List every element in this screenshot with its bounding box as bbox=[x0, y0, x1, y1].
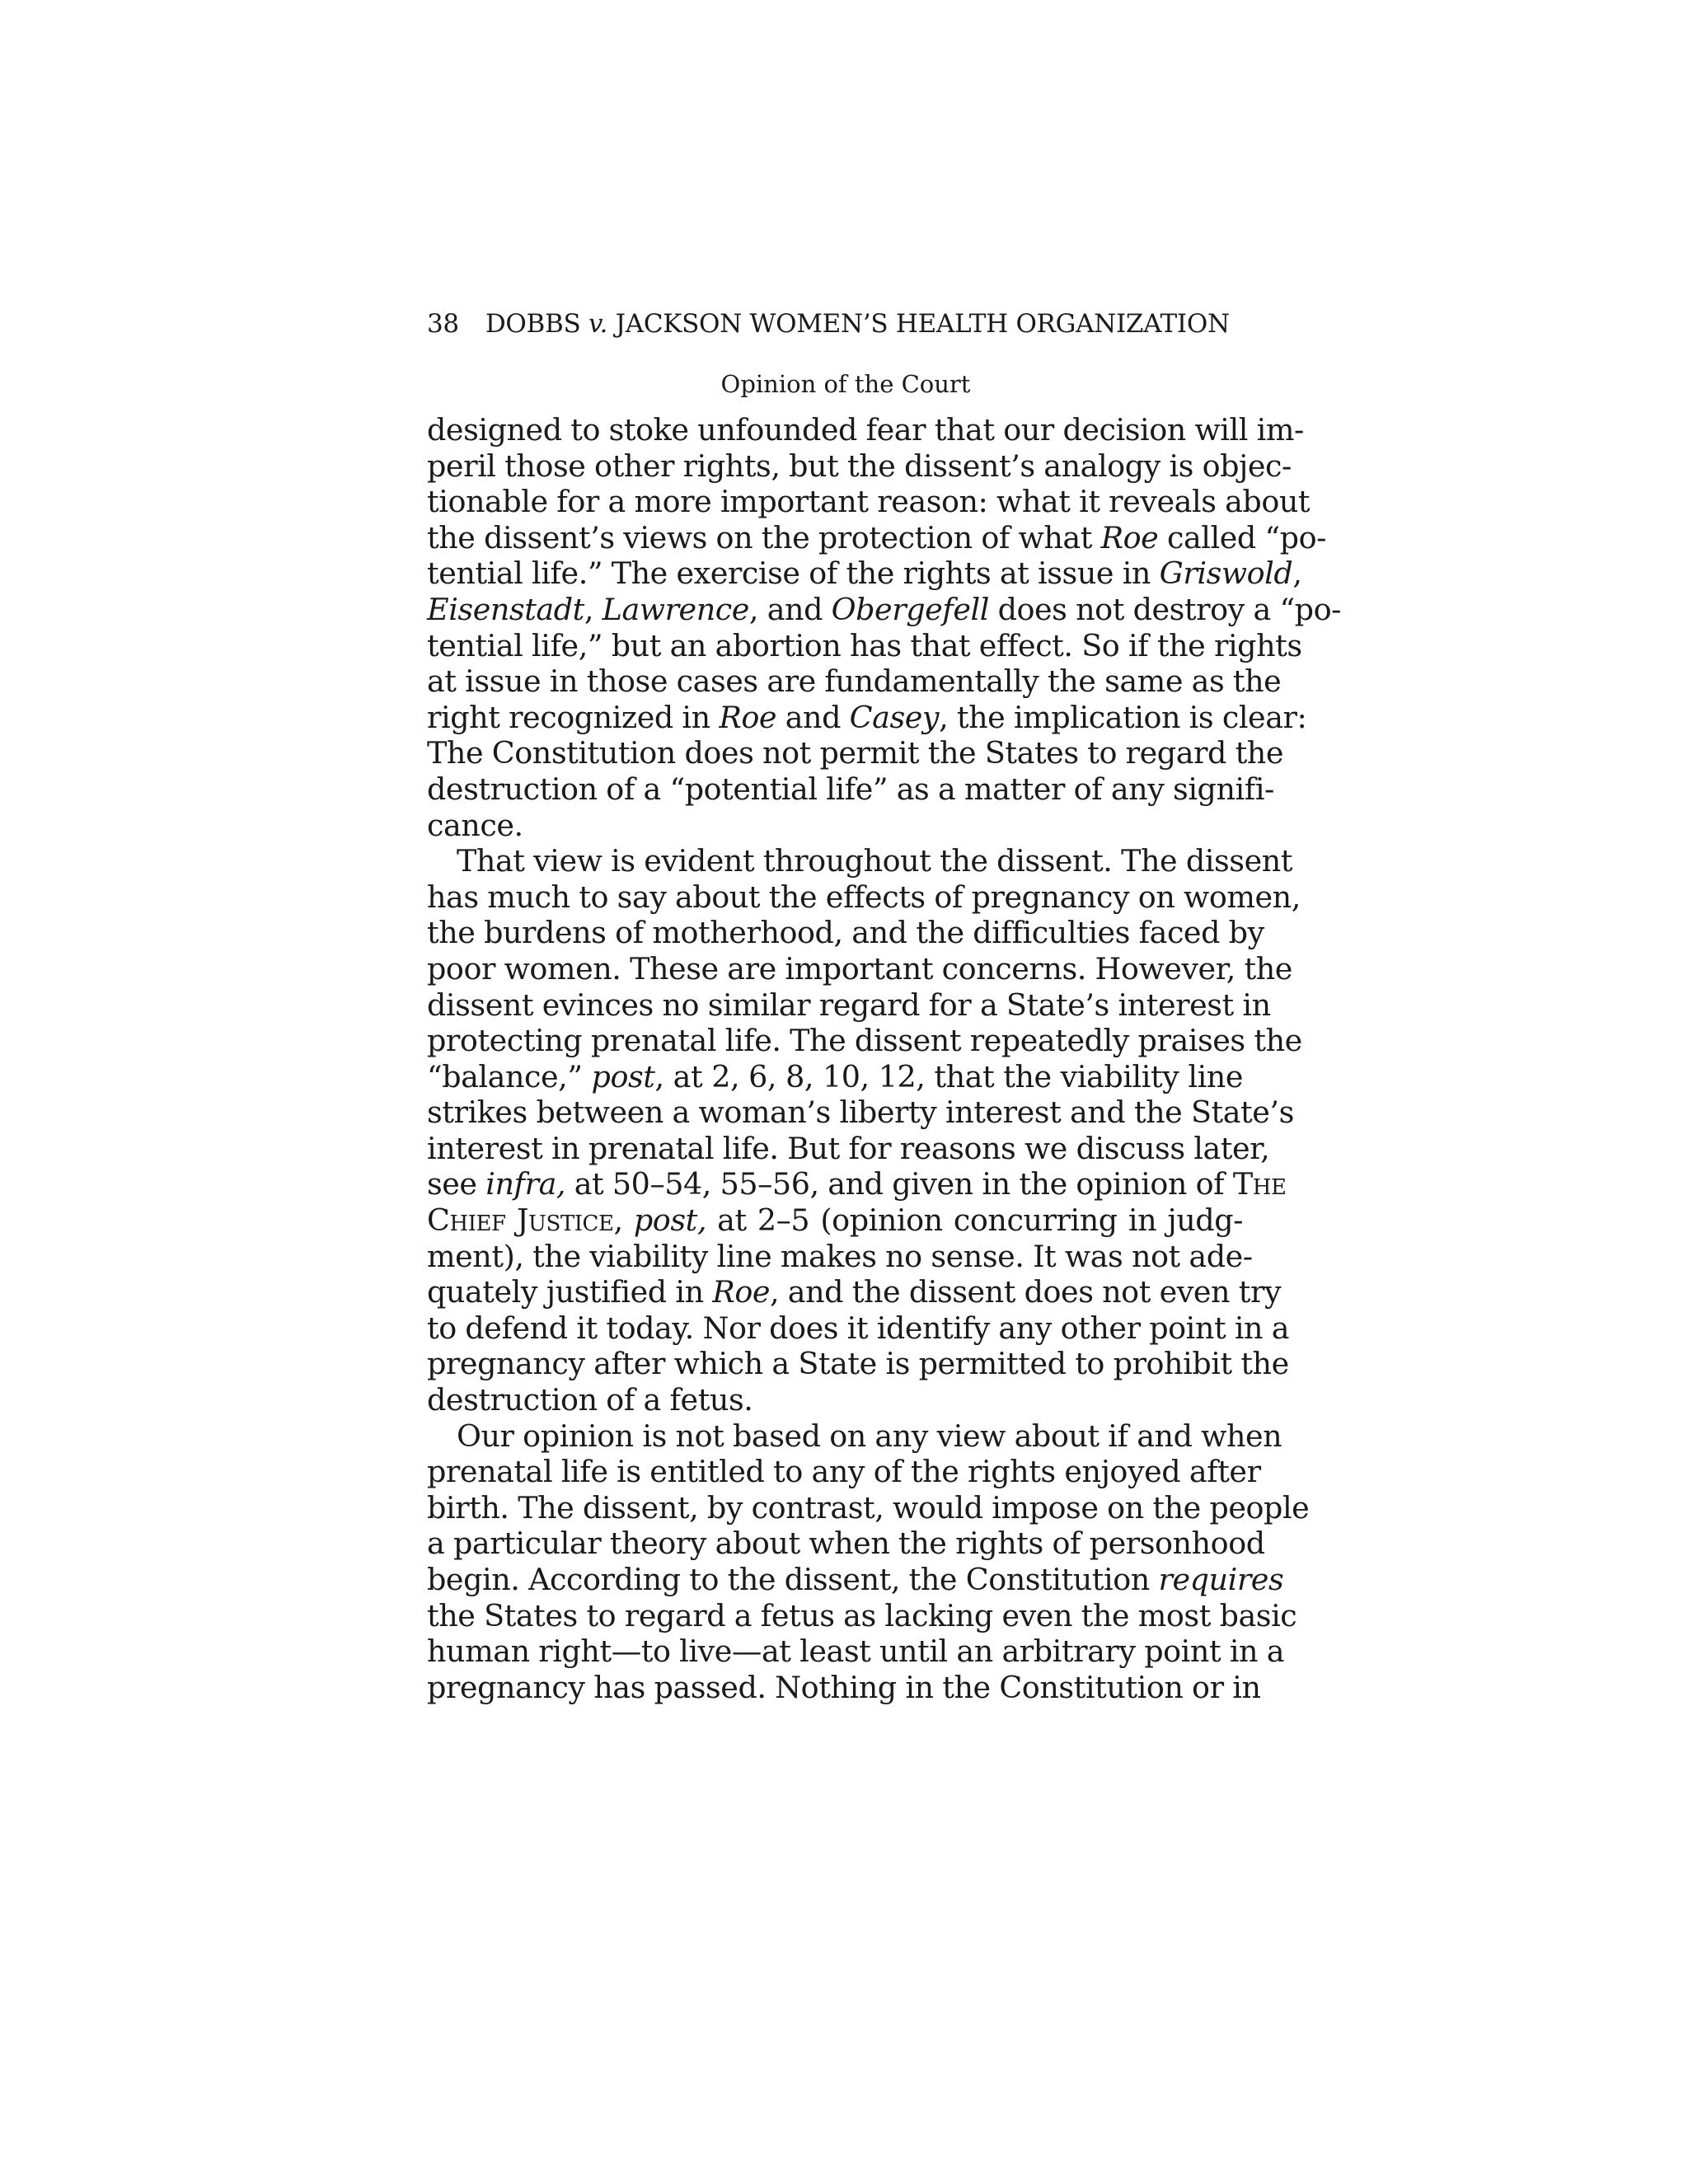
text-line: interest in prenatal life. But for reasons we discuss later, bbox=[427, 1130, 1270, 1166]
text-line: to defend it today. Nor does it identify any other point in a bbox=[427, 1310, 1290, 1346]
case-name-italic: requires bbox=[1158, 1562, 1284, 1597]
text-line: designed to stoke unfounded fear that our decision will im- bbox=[427, 412, 1304, 448]
case-name-italic: Lawrence bbox=[602, 591, 749, 627]
text-line: “balance,” post, at 2, 6, 8, 10, 12, that the viability line bbox=[427, 1058, 1244, 1094]
paragraph bbox=[427, 412, 1341, 843]
text-line: at issue in those cases are fundamentally the same as the bbox=[427, 663, 1282, 700]
page-number: 38 bbox=[427, 309, 459, 339]
text-line: pregnancy after which a State is permitted to prohibit the bbox=[427, 1346, 1289, 1382]
text-line: human right—to live—at least until an arbitrary point in a bbox=[427, 1633, 1285, 1670]
text-line: tionable for a more important reason: what it reveals about bbox=[427, 484, 1311, 520]
text-line: the States to regard a fetus as lacking even the most basic bbox=[427, 1597, 1297, 1633]
case-name-italic: Roe bbox=[719, 699, 777, 735]
opinion-subheading: Opinion of the Court bbox=[720, 370, 971, 398]
text-line: begin. According to the dissent, the Constitution requires bbox=[427, 1562, 1284, 1597]
text-line: protecting prenatal life. The dissent repeatedly praises the bbox=[427, 1023, 1302, 1059]
case-name-italic: Casey bbox=[849, 699, 940, 735]
text-line: ment), the viability line makes no sense. It was not ade- bbox=[427, 1238, 1253, 1274]
case-name-italic: infra, bbox=[485, 1166, 566, 1202]
text-line: tential life.” The exercise of the rights at issue in Griswold, bbox=[427, 555, 1302, 592]
case-name-italic: post, bbox=[633, 1202, 706, 1239]
small-caps-text: The bbox=[1232, 1166, 1287, 1202]
text-line: Eisenstadt, Lawrence, and Obergefell does not destroy a “po- bbox=[427, 591, 1341, 627]
case-name-italic: Roe bbox=[1100, 519, 1159, 555]
small-caps-text: Chief Justice bbox=[427, 1202, 614, 1239]
text-line: tential life,” but an abortion has that effect. So if the rights bbox=[427, 627, 1302, 663]
case-name-italic: Obergefell bbox=[831, 591, 989, 627]
case-name-italic: Roe bbox=[712, 1274, 770, 1310]
text-line: destruction of a fetus. bbox=[427, 1382, 753, 1418]
text-line: a particular theory about when the rights of personhood bbox=[427, 1526, 1265, 1562]
text-line: quately justified in Roe, and the dissent does not even try bbox=[427, 1274, 1282, 1310]
text-line: right recognized in Roe and Casey, the implication is clear: bbox=[427, 699, 1307, 735]
case-name-italic: post bbox=[591, 1058, 655, 1094]
paragraph bbox=[427, 1418, 1310, 1706]
text-line: cance. bbox=[427, 807, 523, 843]
text-line: see infra, at 50–54, 55–56, and given in the opinion of The bbox=[427, 1166, 1287, 1202]
text-line: dissent evinces no similar regard for a State’s interest in bbox=[427, 987, 1271, 1023]
text-line: strikes between a woman’s liberty interest and the State’s bbox=[427, 1094, 1294, 1131]
opinion-body bbox=[427, 412, 1341, 1705]
text-line: The Constitution does not permit the States to regard the bbox=[427, 735, 1284, 771]
text-line: destruction of a “potential life” as a matter of any signifi- bbox=[427, 771, 1274, 807]
text-line: poor women. These are important concerns. However, the bbox=[427, 950, 1292, 987]
text-line: has much to say about the effects of pregnancy on women, bbox=[427, 879, 1301, 915]
case-name-italic: Griswold bbox=[1159, 555, 1293, 592]
text-line: prenatal life is entitled to any of the rights enjoyed after bbox=[427, 1454, 1261, 1490]
document-page bbox=[427, 305, 1341, 1705]
paragraph bbox=[427, 843, 1302, 1418]
text-line: the dissent’s views on the protection of what Roe called “po- bbox=[427, 519, 1326, 555]
running-header bbox=[427, 305, 1243, 343]
text-line: the burdens of motherhood, and the difficulties faced by bbox=[427, 915, 1264, 951]
text-line: birth. The dissent, by contrast, would impose on the people bbox=[427, 1489, 1310, 1526]
text-line: peril those other rights, but the dissent’s analogy is objec- bbox=[427, 448, 1292, 484]
case-name-italic: Eisenstadt bbox=[427, 591, 584, 627]
text-line: That view is evident throughout the dissent. The dissent bbox=[457, 843, 1292, 879]
text-line: pregnancy has passed. Nothing in the Constitution or in bbox=[427, 1669, 1261, 1705]
text-line: Chief Justice, post, at 2–5 (opinion concurring in judg- bbox=[427, 1202, 1243, 1239]
text-line: Our opinion is not based on any view about if and when bbox=[457, 1418, 1282, 1454]
case-title: DOBBS v. JACKSON WOMEN’S HEALTH ORGANIZATION bbox=[485, 309, 1230, 339]
